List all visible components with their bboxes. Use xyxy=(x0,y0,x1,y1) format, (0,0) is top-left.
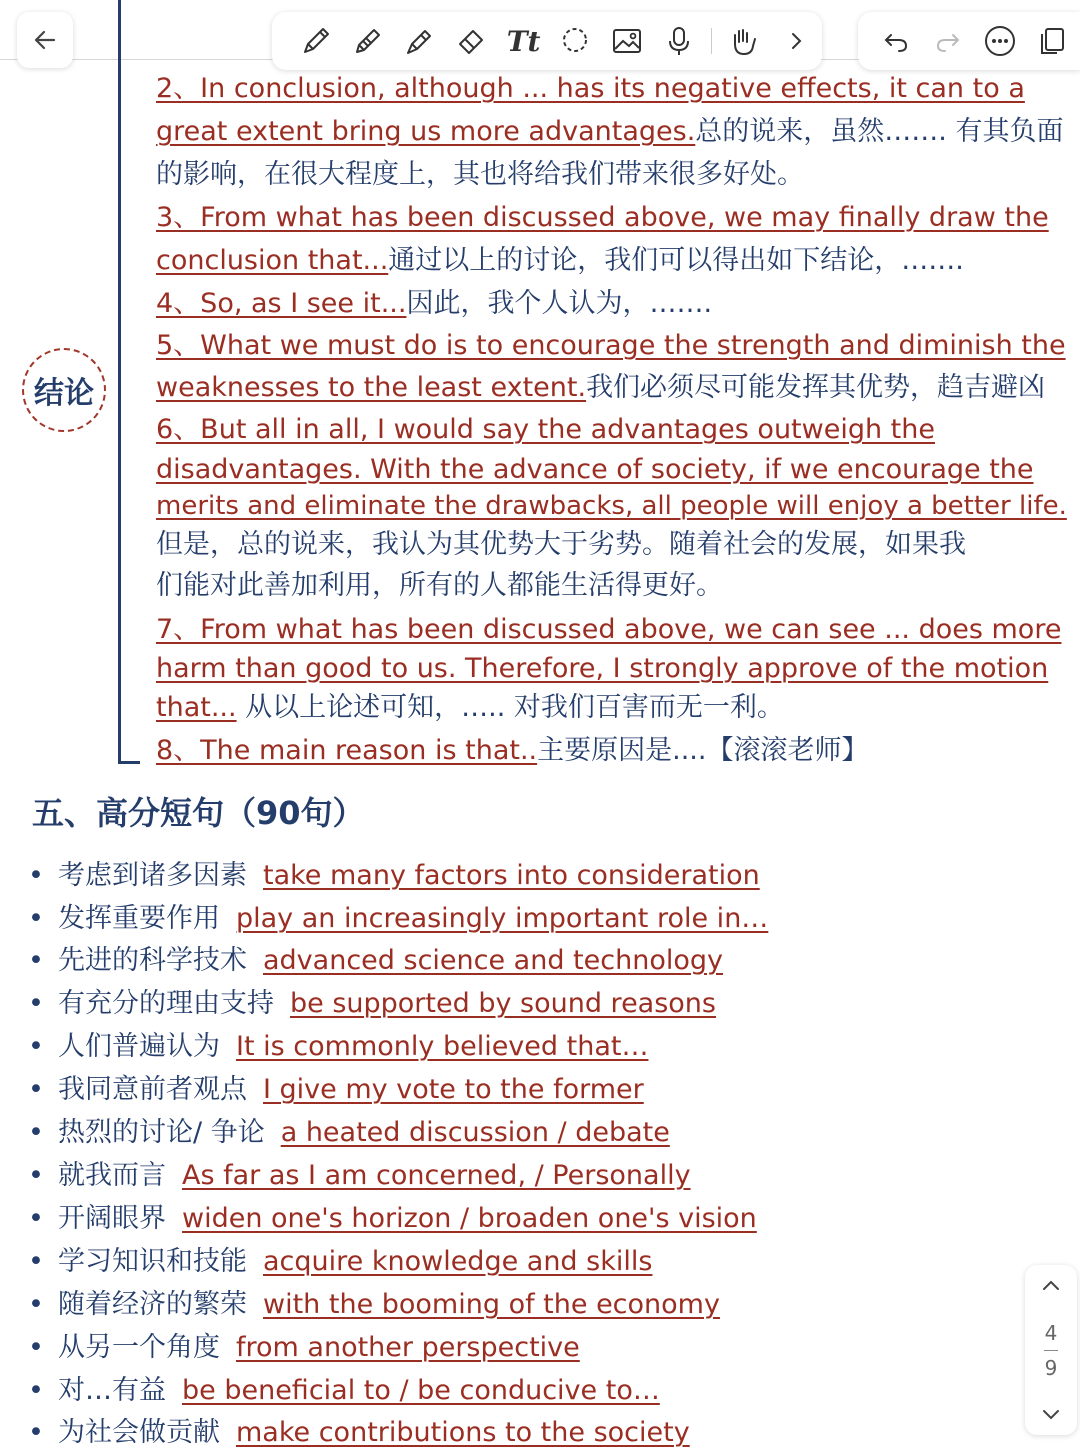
phrase-item: • 学习知识和技能 acquire knowledge and skills xyxy=(28,1246,653,1277)
page-divider xyxy=(1044,1350,1058,1351)
conclusion-line: that... 从以上论述可知，….. 对我们百害而无一利。 xyxy=(156,692,784,723)
phrase-item: • 从另一个角度 from another perspective xyxy=(28,1332,580,1363)
marker-icon xyxy=(351,24,385,58)
copy-pages-icon xyxy=(1037,26,1067,56)
conclusion-line: 但是，总的说来，我认为其优势大于劣势。随着社会的发展，如果我 xyxy=(156,529,966,560)
conclusion-line: 5、What we must do is to encourage the strength and diminish the xyxy=(156,330,1066,361)
text-tool-icon: Tt xyxy=(506,24,541,58)
toolbar-more-button[interactable] xyxy=(770,15,822,67)
conclusion-line: 7、From what has been discussed above, we can see ... does more xyxy=(156,614,1062,645)
phrase-item: • 有充分的理由支持 be supported by sound reasons xyxy=(28,988,716,1019)
conclusion-line: 3、From what has been discussed above, we may finally draw the xyxy=(156,202,1049,233)
phrase-item: • 先进的科学技术 advanced science and technology xyxy=(28,945,723,976)
microphone-icon xyxy=(662,24,696,58)
conclusion-line: 们能对此善加利用，所有的人都能生活得更好。 xyxy=(156,570,723,601)
conclusion-line: great extent bring us more advantages.总的说来，虽然……. 有其负面 xyxy=(156,116,1064,147)
phrase-item: • 人们普遍认为 It is commonly believed that… xyxy=(28,1031,649,1062)
section-title: 五、高分短句（90句） xyxy=(32,794,365,832)
drawing-toolbar xyxy=(272,12,822,70)
phrase-item: • 我同意前者观点 I give my vote to the former xyxy=(28,1074,644,1105)
chevron-right-icon xyxy=(784,29,808,53)
image-icon xyxy=(610,24,644,58)
phrase-item: • 考虑到诸多因素 take many factors into consideration xyxy=(28,860,760,891)
pen-icon xyxy=(299,24,333,58)
conclusion-line: 8、The main reason is that..主要原因是....【滚滚老师】 xyxy=(156,735,869,766)
phrase-item: • 发挥重要作用 play an increasingly important role in… xyxy=(28,903,769,934)
conclusion-line: 4、So, as I see it...因此，我个人认为，……. xyxy=(156,288,713,319)
redo-icon xyxy=(934,27,962,55)
phrase-item: • 随着经济的繁荣 with the booming of the economy xyxy=(28,1289,720,1320)
microphone-tool-button[interactable] xyxy=(653,15,705,67)
eraser-tool-button[interactable] xyxy=(446,15,498,67)
conclusion-line: merits and eliminate the drawbacks, all people will enjoy a better life. xyxy=(156,491,1067,521)
author-tag: 【滚滚老师】 xyxy=(706,735,869,766)
redo-button[interactable] xyxy=(922,15,974,67)
eraser-icon xyxy=(455,24,489,58)
undo-icon xyxy=(882,27,910,55)
phrase-item: • 开阔眼界 widen one's horizon / broaden one's vision xyxy=(28,1203,757,1234)
conclusion-line: harm than good to us. Therefore, I strongly approve of the motion xyxy=(156,653,1049,684)
undo-button[interactable] xyxy=(870,15,922,67)
conclusion-line: disadvantages. With the advance of society, if we encourage the xyxy=(156,454,1034,485)
lasso-icon xyxy=(558,24,592,58)
lasso-tool-button[interactable] xyxy=(550,15,602,67)
hand-pen-icon xyxy=(727,24,761,58)
current-page: 4 xyxy=(1044,1320,1058,1345)
image-tool-button[interactable] xyxy=(601,15,653,67)
phrase-item: • 热烈的讨论/ 争论 a heated discussion / debate xyxy=(28,1117,670,1148)
gesture-tool-button[interactable] xyxy=(718,15,770,67)
total-pages: 9 xyxy=(1044,1355,1058,1380)
arrow-left-icon xyxy=(32,27,58,53)
pen-tool-button[interactable] xyxy=(290,15,342,67)
more-dots-icon xyxy=(983,24,1017,58)
conclusion-line: 的影响，在很大程度上，其也将给我们带来很多好处。 xyxy=(156,159,804,190)
section-bracket-line xyxy=(118,0,121,764)
history-toolbar xyxy=(858,12,1080,70)
pages-button[interactable] xyxy=(1026,15,1078,67)
phrase-item: • 就我而言 As far as I am concerned, / Personally xyxy=(28,1160,691,1191)
toolbar-divider xyxy=(711,28,712,54)
chevron-up-icon[interactable] xyxy=(1040,1275,1062,1297)
text-tool-button[interactable] xyxy=(498,15,550,67)
conclusion-line: 2、In conclusion, although ... has its negative effects, it can to a xyxy=(156,73,1025,104)
highlighter-icon xyxy=(403,24,437,58)
conclusion-line: 6、But all in all, I would say the advantages outweigh the xyxy=(156,414,935,445)
page-navigator xyxy=(1025,1265,1077,1435)
more-options-button[interactable] xyxy=(974,15,1026,67)
marker-tool-button[interactable] xyxy=(342,15,394,67)
highlighter-tool-button[interactable] xyxy=(394,15,446,67)
conclusion-badge: 结论 xyxy=(22,348,106,432)
section-bracket-foot xyxy=(118,761,140,764)
conclusion-line: conclusion that...通过以上的讨论，我们可以得出如下结论，……. xyxy=(156,245,964,276)
back-button[interactable] xyxy=(17,12,73,68)
phrase-item: • 对…有益 be beneficial to / be conducive to… xyxy=(28,1375,660,1406)
chevron-down-icon[interactable] xyxy=(1040,1403,1062,1425)
page-indicator xyxy=(1044,1322,1058,1379)
conclusion-line: weaknesses to the least extent.我们必须尽可能发挥其优势，趋吉避凶 xyxy=(156,372,1046,403)
phrase-item: • 为社会做贡献 make contributions to the society xyxy=(28,1417,690,1448)
